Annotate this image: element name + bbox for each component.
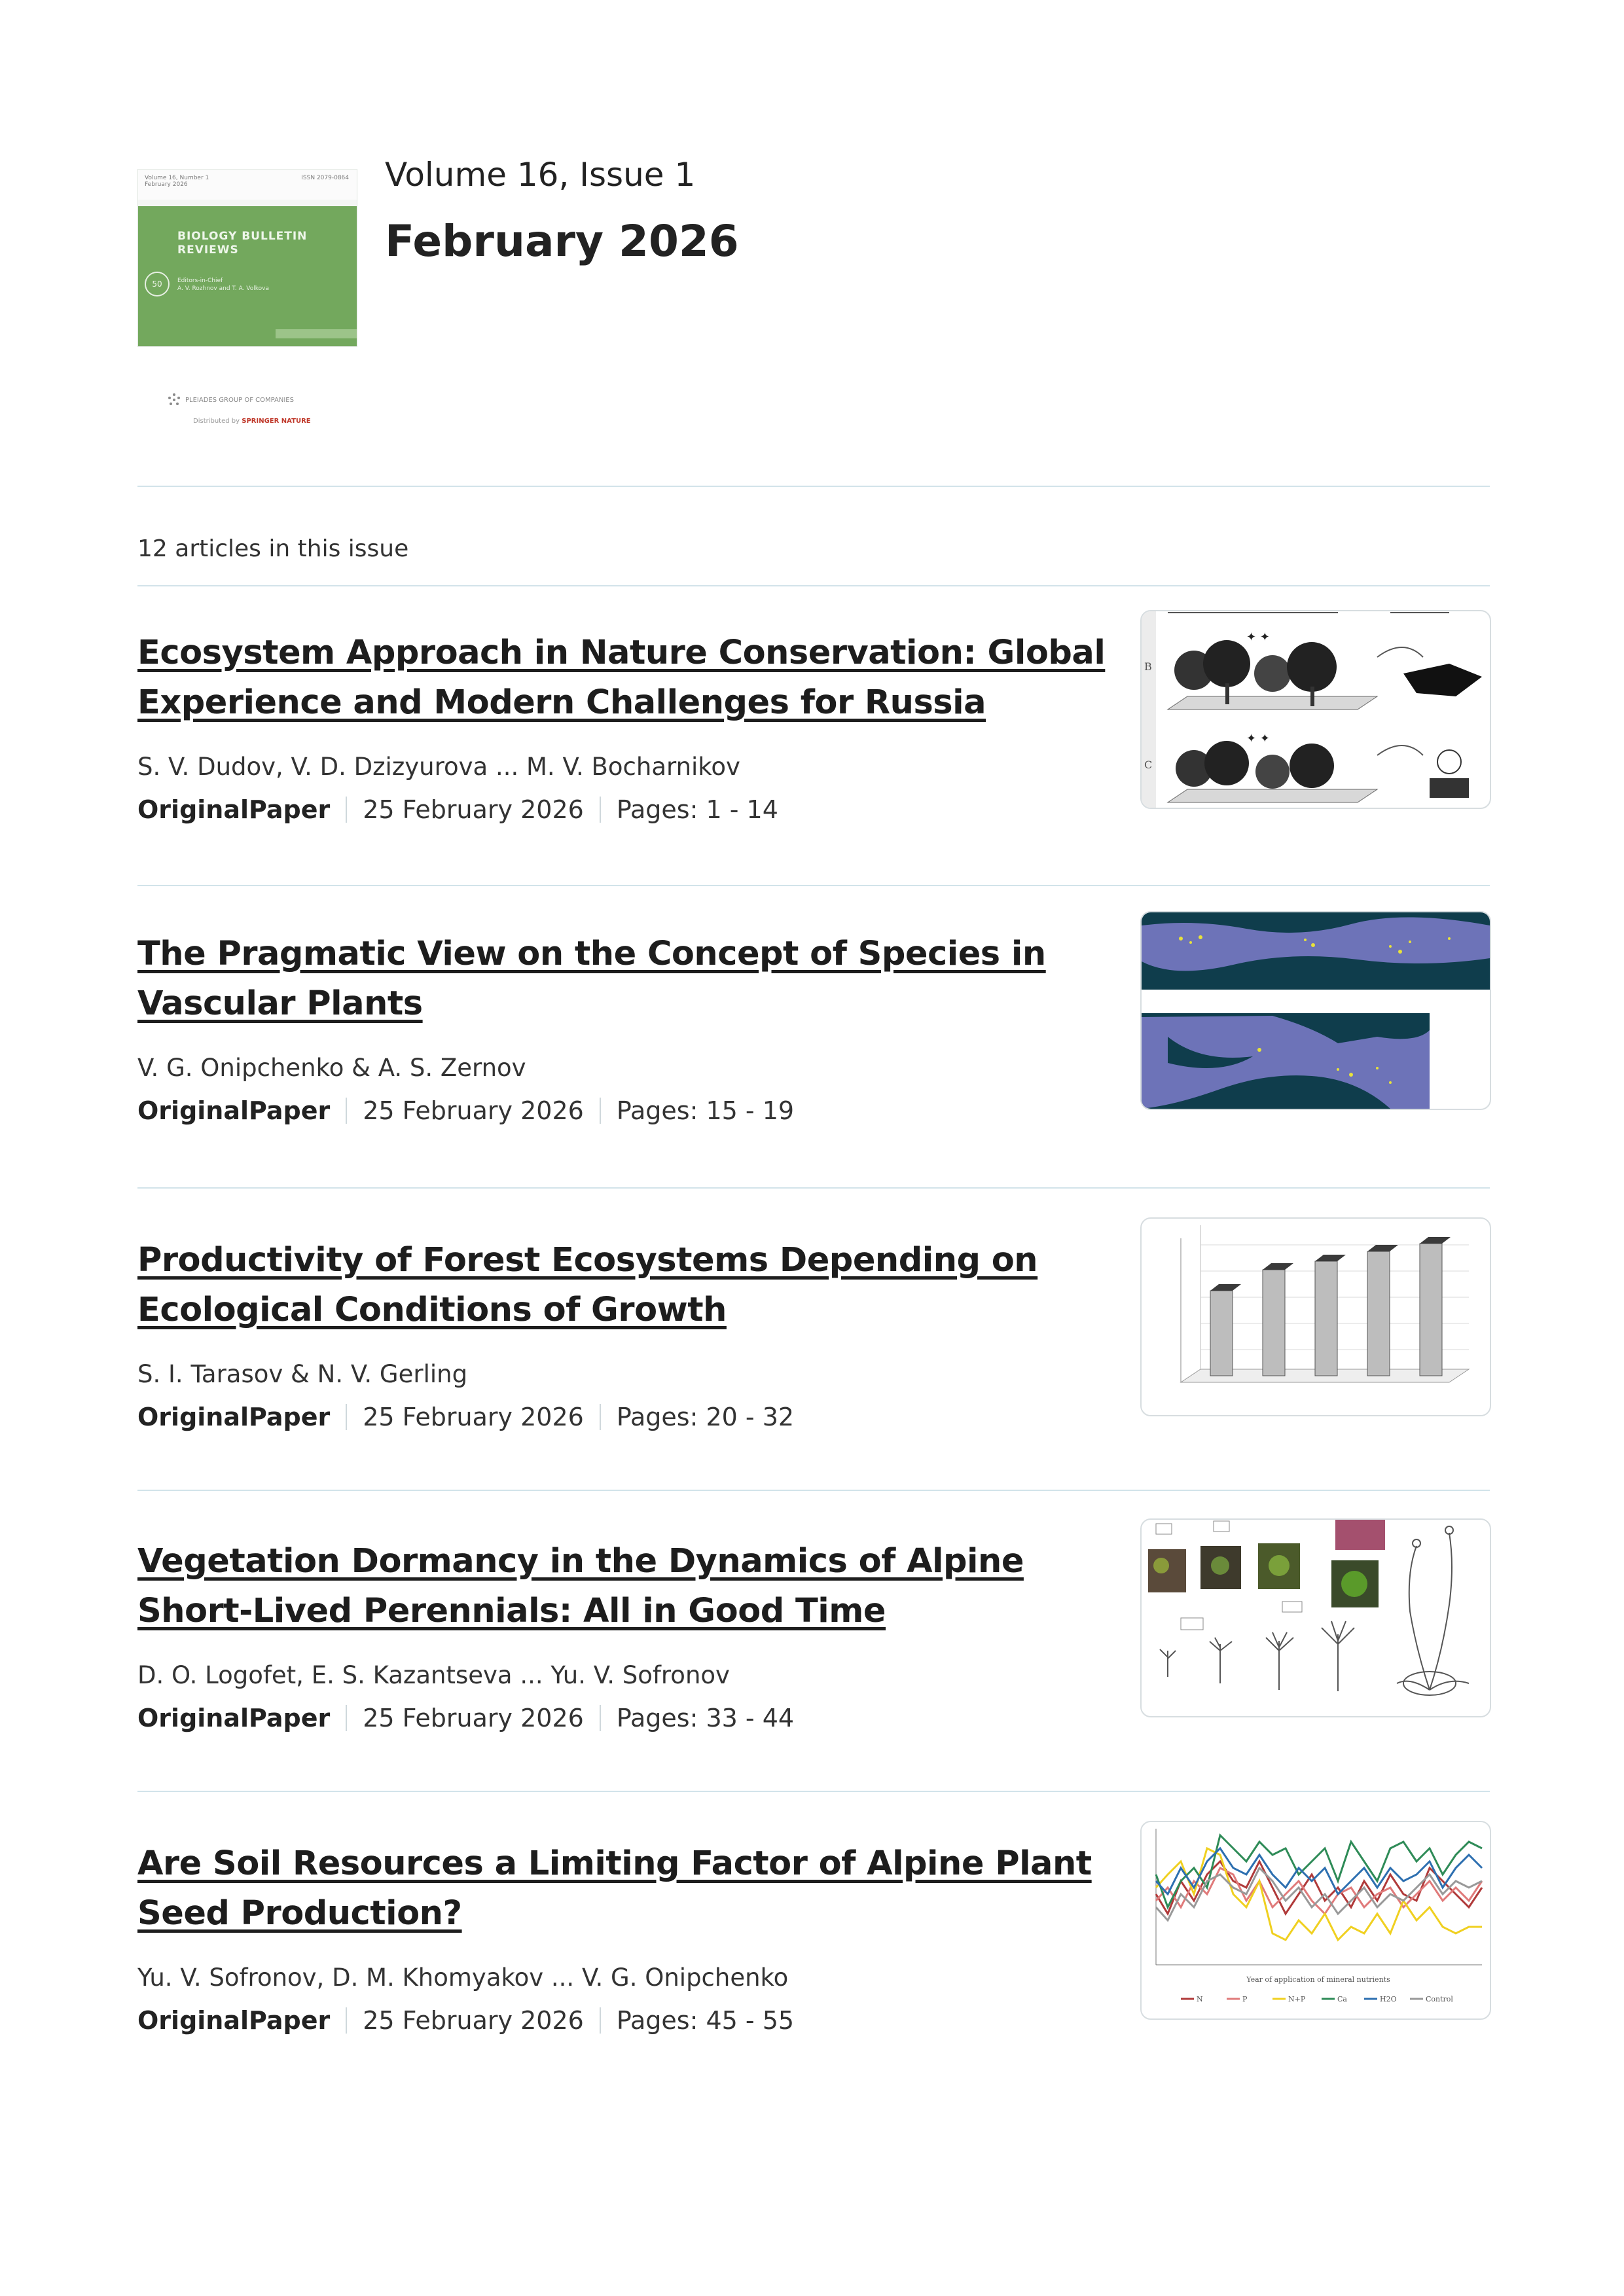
distribution-map: [1142, 912, 1490, 1109]
cover-title: [177, 230, 307, 257]
article-pages: Pages: 15 - 19: [616, 1096, 795, 1125]
cover-editors-line-2: A. V. Rozhnov and T. A. Volkova: [177, 285, 269, 292]
article-count: 12 articles in this issue: [137, 535, 409, 562]
divider: [137, 486, 1490, 487]
issue-month: February 2026: [385, 216, 739, 266]
legend-p: P: [1242, 1995, 1248, 2003]
article-thumbnail[interactable]: [1140, 610, 1491, 809]
divider: [137, 885, 1490, 886]
article-item: [137, 1537, 1490, 1746]
cover-title-line-1: BIOLOGY BULLETIN: [177, 230, 308, 243]
legend-control: Control: [1426, 1995, 1453, 2003]
legend-ca: Ca: [1337, 1995, 1347, 2003]
divider: [137, 585, 1490, 586]
legend-n: N: [1197, 1995, 1203, 2003]
springer-nature-logo: SPRINGER NATURE: [242, 418, 311, 425]
article-pages: Pages: 45 - 55: [616, 2006, 795, 2035]
article-pages: Pages: 33 - 44: [616, 1704, 795, 1732]
article-item: [137, 1236, 1490, 1445]
meta-separator: [600, 797, 601, 823]
article-meta: [137, 1403, 794, 1431]
article-pages: Pages: 20 - 32: [616, 1403, 795, 1431]
x-axis-label: Year of application of mineral nutrients: [1246, 1975, 1390, 1984]
article-type: OriginalPaper: [137, 1704, 331, 1732]
bar-chart-illustration: [1142, 1219, 1490, 1415]
journal-cover[interactable]: [137, 169, 357, 347]
line-chart-illustration: [1142, 1822, 1490, 2018]
article-type: OriginalPaper: [137, 1096, 331, 1125]
panel-label-c: C: [1144, 759, 1153, 771]
legend-np: N+P: [1288, 1995, 1306, 2003]
article-thumbnail[interactable]: [1140, 1217, 1491, 1416]
svg-text:✦ ✦: ✦ ✦: [1246, 732, 1270, 745]
distributed-by-label: Distributed by: [193, 418, 240, 425]
publisher-name: PLEIADES GROUP OF COMPANIES: [185, 396, 294, 404]
meta-separator: [600, 1404, 601, 1430]
legend-h2o: H2O: [1380, 1995, 1397, 2003]
meta-separator: [600, 2007, 601, 2034]
article-date: 25 February 2026: [363, 2006, 584, 2035]
panel-label-b: B: [1144, 660, 1152, 673]
anniversary-seal-icon: 50: [145, 272, 170, 296]
meta-separator: [346, 1705, 347, 1731]
divider: [137, 1187, 1490, 1189]
article-pages: Pages: 1 - 14: [616, 795, 778, 824]
article-item: [137, 1839, 1490, 2049]
article-date: 25 February 2026: [363, 1403, 584, 1431]
article-meta: [137, 1096, 794, 1125]
article-title-link[interactable]: Vegetation Dormancy in the Dynamics of Alpine Short-Lived Perennials: All in Good Time: [137, 1542, 1024, 1630]
meta-separator: [346, 797, 347, 823]
publisher-line-1: [167, 393, 337, 407]
article-item: [137, 929, 1490, 1139]
cover-top-line-1: Volume 16, Number 1: [145, 175, 209, 181]
article-type: OriginalPaper: [137, 2006, 331, 2035]
article-date: 25 February 2026: [363, 1704, 584, 1732]
article-authors: Yu. V. Sofronov, D. M. Khomyakov ... V. G. Onipchenko: [137, 1964, 789, 1992]
article-type: OriginalPaper: [137, 1403, 331, 1431]
ecosystem-illustration: [1142, 611, 1490, 808]
svg-text:✦ ✦: ✦ ✦: [1246, 630, 1270, 644]
article-meta: [137, 1704, 794, 1732]
cover-strip: [276, 329, 357, 338]
article-item: [137, 628, 1490, 838]
divider: [137, 1490, 1490, 1491]
article-date: 25 February 2026: [363, 795, 584, 824]
publisher-line-2: [193, 418, 337, 425]
meta-separator: [600, 1705, 601, 1731]
plant-life-stages-illustration: [1142, 1520, 1490, 1716]
article-title-link[interactable]: Productivity of Forest Ecosystems Depending on Ecological Conditions of Growth: [137, 1241, 1038, 1329]
cover-issn: ISSN 2079-0864: [301, 175, 349, 181]
publisher-info: [167, 393, 337, 425]
meta-separator: [600, 1098, 601, 1124]
article-thumbnail[interactable]: [1140, 1518, 1491, 1717]
article-authors: V. G. Onipchenko & A. S. Zernov: [137, 1054, 526, 1082]
article-thumbnail[interactable]: [1140, 911, 1491, 1110]
cover-title-line-2: REVIEWS: [177, 243, 239, 257]
meta-separator: [346, 1404, 347, 1430]
cover-editors-line-1: Editors-in-Chief: [177, 278, 223, 284]
article-type: OriginalPaper: [137, 795, 331, 824]
article-authors: S. I. Tarasov & N. V. Gerling: [137, 1360, 468, 1388]
pleiades-logo-icon: [167, 393, 181, 407]
article-thumbnail[interactable]: [1140, 1821, 1491, 2020]
article-authors: S. V. Dudov, V. D. Dzizyurova ... M. V. Bocharnikov: [137, 753, 740, 781]
cover-editors: [177, 277, 269, 293]
cover-green-panel: [138, 206, 357, 346]
meta-separator: [346, 2007, 347, 2034]
article-meta: [137, 795, 778, 824]
meta-separator: [346, 1098, 347, 1124]
cover-top: [138, 170, 357, 200]
article-title-link[interactable]: Are Soil Resources a Limiting Factor of Alpine Plant Seed Production?: [137, 1844, 1092, 1933]
volume-issue: Volume 16, Issue 1: [385, 156, 696, 194]
article-authors: D. O. Logofet, E. S. Kazantseva ... Yu. V. Sofronov: [137, 1661, 730, 1689]
cover-top-line-2: February 2026: [145, 181, 188, 188]
article-title-link[interactable]: The Pragmatic View on the Concept of Species in Vascular Plants: [137, 935, 1046, 1023]
article-date: 25 February 2026: [363, 1096, 584, 1125]
article-meta: [137, 2006, 794, 2035]
divider: [137, 1791, 1490, 1792]
article-title-link[interactable]: Ecosystem Approach in Nature Conservation: Global Experience and Modern Challenges for Russia: [137, 634, 1106, 722]
